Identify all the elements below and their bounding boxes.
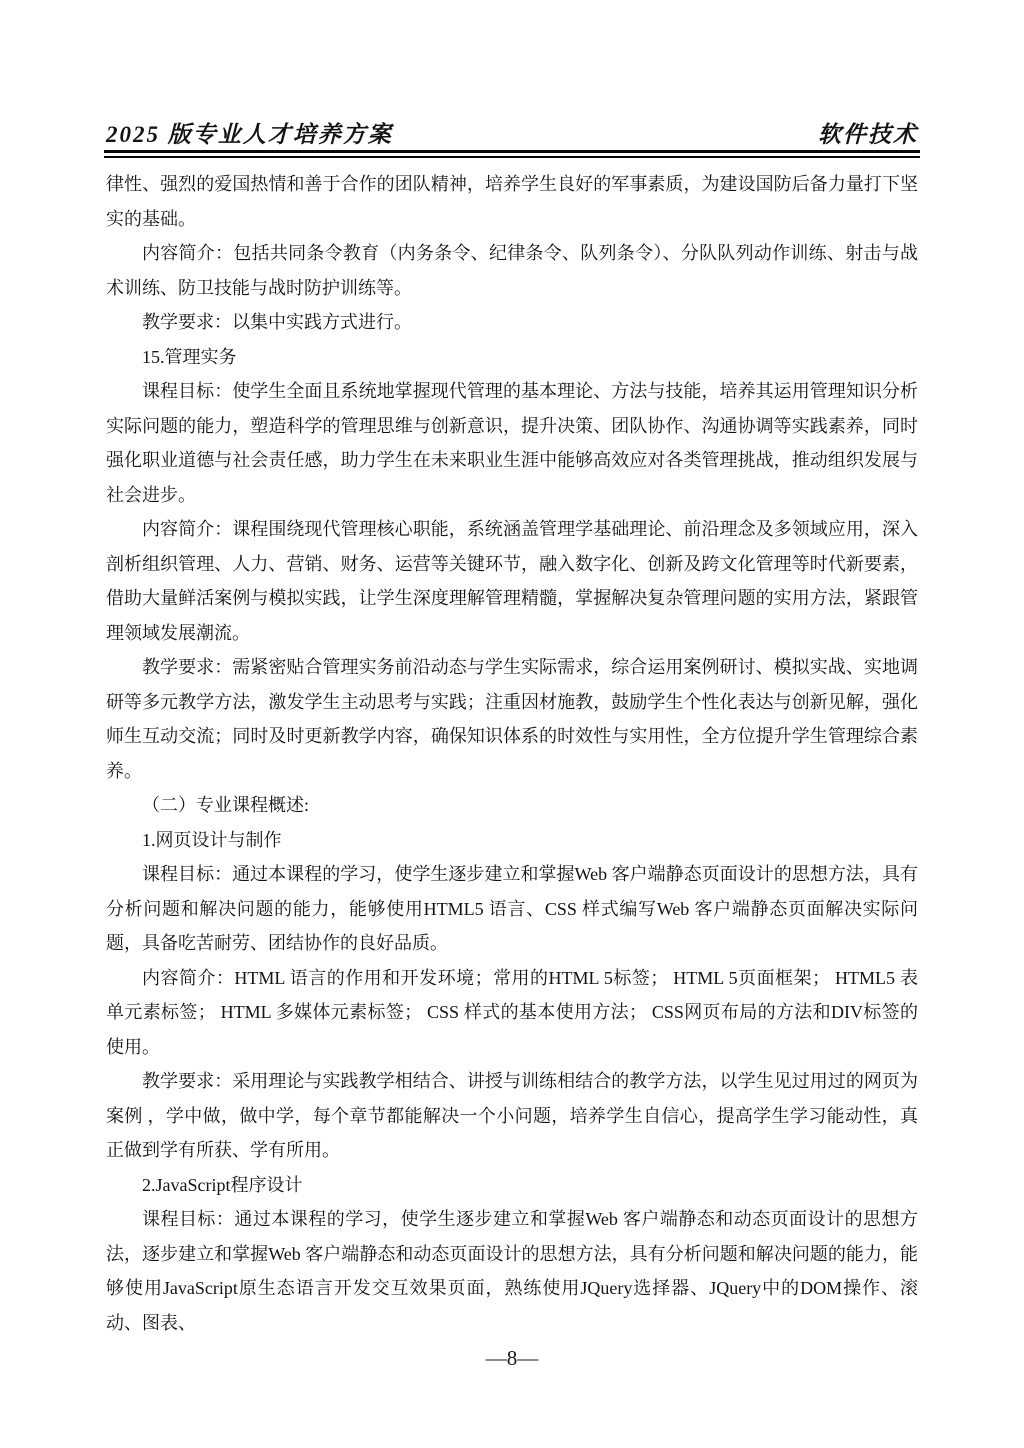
header-plan-title: 2025 版专业人才培养方案 <box>106 122 393 147</box>
page-header <box>106 116 918 149</box>
paragraph: 15.管理实务 <box>142 346 237 367</box>
paragraph: 教学要求：以集中实践方式进行。 <box>142 312 412 332</box>
paragraph: 教学要求：需紧密贴合管理实务前沿动态与学生实际需求，综合运用案例研讨、模拟实战、实地调研等多元教学方法，激发学生主动思考与实践；注重因材施教，鼓励学生个性化表达与创新见解，强化师生互动交流；同时及时更新教学内容，确保知识体系的时效性与实用性，全方位提升学生管理综合素养。 <box>106 657 918 781</box>
paragraph: 内容简介：HTML 语言的作用和开发环境；常用的HTML 5标签； HTML 5页面框架； HTML5 表单元素标签； HTML 多媒体元素标签； CSS 样式的基本使用方法； CSS网页布局的方法和DIV标签的使用。 <box>106 967 918 1057</box>
page-footer <box>0 1346 1024 1371</box>
paragraph: 内容简介：包括共同条令教育（内务条令、纪律条令、队列条令）、分队队列动作训练、射击与战术训练、防卫技能与战时防护训练等。 <box>106 243 918 298</box>
document-body <box>106 167 918 1340</box>
paragraph: 2.JavaScript程序设计 <box>142 1174 303 1195</box>
paragraph: 1.网页设计与制作 <box>142 829 282 850</box>
paragraph: 教学要求：采用理论与实践教学相结合、讲授与训练相结合的教学方法，以学生见过用过的网页为案例 ，学中做，做中学，每个章节都能解决一个小问题，培养学生自信心，提高学生学习能动性，真正做到学有所获、学有所用。 <box>106 1071 918 1160</box>
header-divider-thick-line <box>104 150 920 153</box>
paragraph: 课程目标：通过本课程的学习，使学生逐步建立和掌握Web 客户端静态页面设计的思想方法，具有分析问题和解决问题的能力，能够使用HTML5 语言、CSS 样式编写Web 客户端静态页面解决实际问题，具备吃苦耐劳、团结协作的良好品质。 <box>106 864 918 953</box>
paragraph: 内容简介：课程围绕现代管理核心职能，系统涵盖管理学基础理论、前沿理念及多领域应用，深入剖析组织管理、人力、营销、财务、运营等关键环节，融入数字化、创新及跨文化管理等时代新要素，借助大量鲜活案例与模拟实践，让学生深度理解管理精髓，掌握解决复杂管理问题的实用方法，紧跟管理领域发展潮流。 <box>106 519 918 643</box>
paragraph: 课程目标：使学生全面且系统地掌握现代管理的基本理论、方法与技能，培养其运用管理知识分析实际问题的能力，塑造科学的管理思维与创新意识，提升决策、团队协作、沟通协调等实践素养，同时强化职业道德与社会责任感，助力学生在未来职业生涯中能够高效应对各类管理挑战，推动组织发展与社会进步。 <box>106 381 918 505</box>
page-number: —8— <box>485 1346 539 1370</box>
header-divider <box>104 150 920 158</box>
header-divider-thin-line <box>104 156 920 158</box>
header-major-title: 软件技术 <box>818 122 918 147</box>
paragraph: （二）专业课程概述: <box>142 795 310 815</box>
paragraph: 课程目标：通过本课程的学习，使学生逐步建立和掌握Web 客户端静态和动态页面设计的思想方法，逐步建立和掌握Web 客户端静态和动态页面设计的思想方法，具有分析问题和解决问题的能力，能够使用JavaScript原生态语言开发交互效果页面，熟练使用JQuery选择器、JQuery中的DOM操作、滚动、图表、 <box>106 1209 918 1333</box>
paragraph: 律性、强烈的爱国热情和善于合作的团队精神，培养学生良好的军事素质，为建设国防后备力量打下坚实的基础。 <box>106 174 918 229</box>
